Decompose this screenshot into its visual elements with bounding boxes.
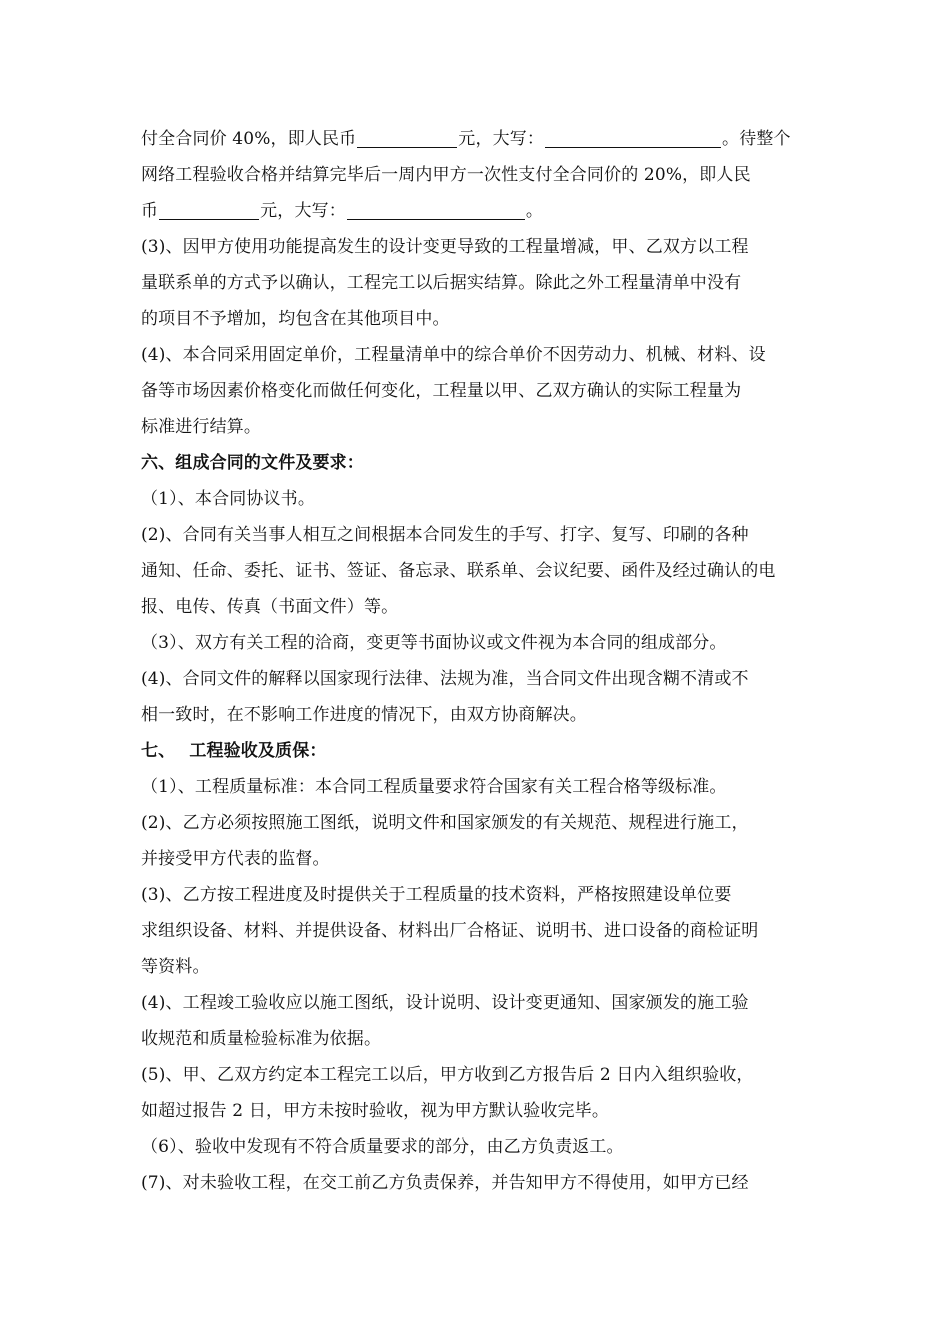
section-6-item-4-line: (4)、合同文件的解释以国家现行法律、法规为准，当合同文件出现含糊不清或不 — [141, 669, 749, 689]
payment-line-1 — [141, 121, 809, 157]
amount-blank — [159, 197, 259, 220]
payment-line-2: 网络工程验收合格并结算完毕后一周内甲方一次性支付全合同价的 20%，即人民 — [141, 165, 751, 185]
section-7-item-3-line: 等资料。 — [141, 957, 210, 977]
section-6-item-1: （1）、本合同协议书。 — [141, 489, 315, 509]
payment-text: 元，大写： — [260, 201, 346, 221]
payment-text: 元，大写： — [458, 129, 545, 149]
section-7-item-2-line: 并接受甲方代表的监督。 — [141, 849, 330, 869]
payment-item-4-line: 备等市场因素价格变化而做任何变化，工程量以甲、乙双方确认的实际工程量为 — [141, 381, 742, 401]
payment-text: 付全合同价 40%，即人民币 — [141, 129, 357, 149]
section-7-heading — [141, 733, 809, 769]
section-7-item-3-line: 求组织设备、材料、并提供设备、材料出厂合格证、说明书、进口设备的商检证明 — [141, 921, 759, 941]
section-7-item-7-line: (7)、对未验收工程，在交工前乙方负责保养，并告知甲方不得使用，如甲方已经 — [141, 1173, 749, 1193]
payment-item-3-line: (3)、因甲方使用功能提高发生的设计变更导致的工程量增减，甲、乙双方以工程 — [141, 237, 749, 257]
payment-text: 。 — [525, 201, 544, 221]
section-7-item-6: （6）、验收中发现有不符合质量要求的部分，由乙方负责返工。 — [141, 1137, 624, 1157]
section-6-item-2-line: 通知、任命、委托、证书、签证、备忘录、联系单、会议纪要、函件及经过确认的电 — [141, 561, 776, 581]
section-6-item-2-line: 报、电传、传真（书面文件）等。 — [141, 597, 399, 617]
payment-text: 。待整个 — [722, 129, 791, 149]
payment-line-3 — [141, 193, 809, 229]
payment-item-4-line: (4)、本合同采用固定单价，工程量清单中的综合单价不因劳动力、机械、材料、设 — [141, 345, 766, 365]
section-7-item-5-line: (5)、甲、乙双方约定本工程完工以后，甲方收到乙方报告后 2 日内入组织验收， — [141, 1065, 754, 1085]
section-6-item-2-line: (2)、合同有关当事人相互之间根据本合同发生的手写、打字、复写、印刷的各种 — [141, 525, 749, 545]
payment-text: 币 — [141, 201, 159, 221]
section-7-item-4-line: 收规范和质量检验标准为依据。 — [141, 1029, 382, 1049]
amount-words-blank — [347, 197, 525, 220]
section-7-number: 七、 — [141, 741, 176, 761]
section-7-item-2-line: (2)、乙方必须按照施工图纸，说明文件和国家颁发的有关规范、规程进行施工， — [141, 813, 749, 833]
section-7-item-1: （1）、工程质量标准：本合同工程质量要求符合国家有关工程合格等级标准。 — [141, 777, 727, 797]
document-page — [141, 121, 809, 1201]
section-7-item-3-line: (3)、乙方按工程进度及时提供关于工程质量的技术资料，严格按照建设单位要 — [141, 885, 732, 905]
section-6-heading: 六、组成合同的文件及要求： — [141, 453, 364, 473]
section-7-title: 工程验收及质保： — [189, 741, 327, 761]
section-7-item-4-line: (4)、工程竣工验收应以施工图纸，设计说明、设计变更通知、国家颁发的施工验 — [141, 993, 749, 1013]
amount-blank — [357, 125, 457, 148]
section-7-item-5-line: 如超过报告 2 日，甲方未按时验收，视为甲方默认验收完毕。 — [141, 1101, 609, 1121]
payment-item-4-line: 标准进行结算。 — [141, 417, 262, 437]
section-6-item-4-line: 相一致时，在不影响工作进度的情况下，由双方协商解决。 — [141, 705, 587, 725]
section-6-item-3: （3）、双方有关工程的洽商，变更等书面协议或文件视为本合同的组成部分。 — [141, 633, 727, 653]
payment-item-3-line: 的项目不予增加，均包含在其他项目中。 — [141, 309, 450, 329]
payment-item-3-line: 量联系单的方式予以确认，工程完工以后据实结算。除此之外工程量清单中没有 — [141, 273, 742, 293]
amount-words-blank — [545, 125, 721, 148]
